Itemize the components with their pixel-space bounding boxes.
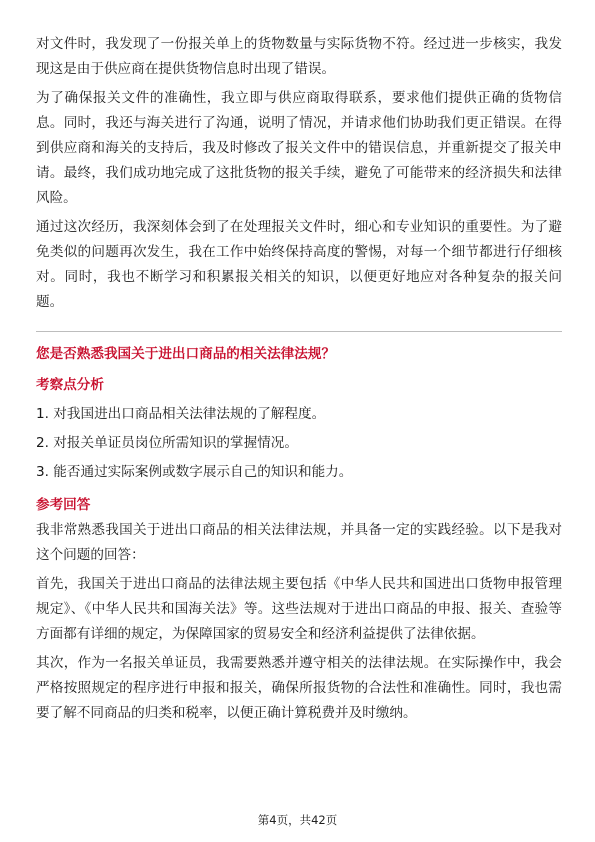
page-content: [36, 32, 562, 726]
intro-paragraph: 为了确保报关文件的准确性，我立即与供应商取得联系，要求他们提供正确的货物信息。同时，我还与海关进行了沟通，说明了情况，并请求他们协助我们更正错误。在得到供应商和海关的支持后，我及时修改了报关文件中的错误信息，并重新提交了报关申请。最终，我们成功地完成了这批货物的报关手续，避免了可能带来的经济损失和法律风险。: [36, 90, 562, 206]
answer-paragraph: 我非常熟悉我国关于进出口商品的相关法律法规，并具备一定的实践经验。以下是我对这个问题的回答：: [36, 522, 562, 563]
page-number: 第4页，共42页: [257, 813, 338, 827]
analysis-item: 3. 能否通过实际案例或数字展示自己的知识和能力。: [36, 464, 353, 480]
analysis-heading: 考察点分析: [36, 377, 104, 393]
analysis-item: 2. 对报关单证员岗位所需知识的掌握情况。: [36, 435, 298, 451]
intro-paragraph: 通过这次经历，我深刻体会到了在处理报关文件时，细心和专业知识的重要性。为了避免类似的问题再次发生，我在工作中始终保持高度的警惕，对每一个细节都进行仔细核对。同时，我也不断学习和积累报关相关的知识，以便更好地应对各种复杂的报关问题。: [36, 219, 562, 310]
intro-paragraph: 对文件时，我发现了一份报关单上的货物数量与实际货物不符。经过进一步核实，我发现这是由于供应商在提供货物信息时出现了错误。: [36, 36, 562, 77]
answer-paragraph: 其次，作为一名报关单证员，我需要熟悉并遵守相关的法律法规。在实际操作中，我会严格按照规定的程序进行申报和报关，确保所报货物的合法性和准确性。同时，我也需要了解不同商品的归类和税率，以便正确计算税费并及时缴纳。: [36, 655, 562, 721]
analysis-item: 1. 对我国进出口商品相关法律法规的了解程度。: [36, 406, 326, 422]
section-divider: [36, 331, 562, 332]
answer-heading: 参考回答: [36, 497, 91, 513]
question-heading: 您是否熟悉我国关于进出口商品的相关法律法规？: [36, 346, 336, 362]
answer-paragraph: 首先，我国关于进出口商品的法律法规主要包括《中华人民共和国进出口货物申报管理规定》、《中华人民共和国海关法》等。这些法规对于进出口商品的申报、报关、查验等方面都有详细的规定，为保障国家的贸易安全和经济利益提供了法律依据。: [36, 576, 562, 642]
